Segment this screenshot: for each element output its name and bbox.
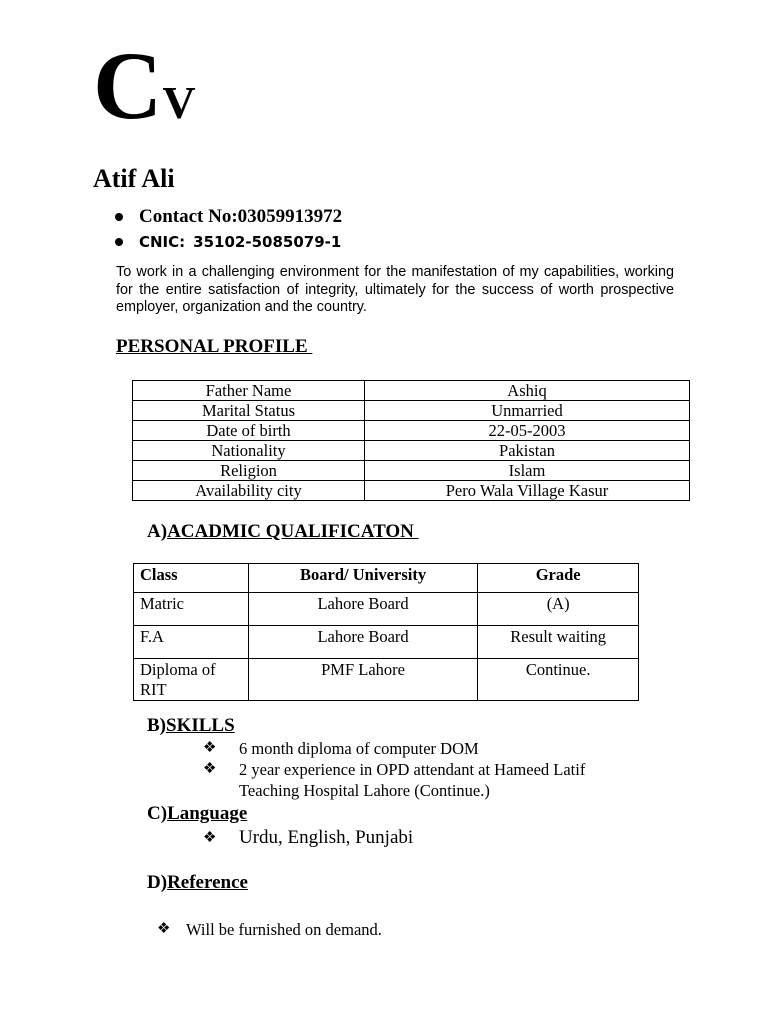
- reference-heading: [147, 872, 248, 894]
- profile-value: Islam: [365, 461, 690, 481]
- language-list: [203, 826, 643, 850]
- profile-value: 22-05-2003: [365, 421, 690, 441]
- section-prefix: D): [147, 872, 168, 893]
- cv-title-c: C: [93, 32, 163, 139]
- table-row: [133, 421, 690, 441]
- four-diamond-bullet-icon: ❖: [203, 830, 217, 846]
- profile-value: Pero Wala Village Kasur: [365, 481, 690, 501]
- language-heading: [147, 803, 247, 825]
- skills-list: [203, 738, 643, 801]
- career-objective: To work in a challenging environment for the manifestation of my capabilities, working for the entire satisfaction of integrity, ultimately for the success of worth prospective employer, organization and the country.: [116, 264, 674, 315]
- personal-profile-heading-text: PERSONAL PROFILE: [116, 336, 313, 357]
- contact-line: [115, 206, 342, 228]
- board-cell: Lahore Board: [248, 626, 477, 659]
- reference-text: Will be furnished on demand.: [186, 920, 382, 939]
- skill-text: 6 month diploma of computer DOM: [239, 739, 479, 758]
- board-cell: PMF Lahore: [248, 659, 477, 701]
- class-cell: Matric: [134, 593, 249, 626]
- personal-profile-heading: [116, 336, 312, 358]
- section-prefix: A): [147, 521, 168, 542]
- grade-cell: Continue.: [478, 659, 639, 701]
- reference-heading-text: Reference: [167, 872, 248, 893]
- bullet-icon: [115, 238, 123, 246]
- profile-value: Unmarried: [365, 401, 690, 421]
- cv-title: [93, 32, 196, 139]
- column-header-class: Class: [134, 564, 249, 593]
- table-row: [133, 481, 690, 501]
- profile-label: Date of birth: [133, 421, 365, 441]
- section-prefix: B): [147, 715, 166, 736]
- section-prefix: C): [147, 803, 168, 824]
- table-header-row: [134, 564, 639, 593]
- class-cell: Diploma of RIT: [134, 659, 249, 701]
- board-cell: Lahore Board: [248, 593, 477, 626]
- language-heading-text: Language: [167, 803, 248, 824]
- table-row: [133, 441, 690, 461]
- academic-table: [133, 563, 639, 701]
- class-cell: F.A: [134, 626, 249, 659]
- grade-cell: (A): [478, 593, 639, 626]
- table-row: [134, 659, 639, 701]
- column-header-grade: Grade: [478, 564, 639, 593]
- academic-heading: [147, 521, 419, 543]
- list-item: [203, 826, 643, 850]
- grade-cell: Result waiting: [478, 626, 639, 659]
- profile-value: Ashiq: [365, 381, 690, 401]
- cnic-label: CNIC:: [139, 233, 186, 251]
- cnic-value: 35102-5085079-1: [193, 233, 342, 251]
- four-diamond-bullet-icon: ❖: [203, 761, 217, 777]
- academic-heading-text: ACADMIC QUALIFICATON: [167, 521, 419, 542]
- bullet-icon: [115, 213, 123, 221]
- table-row: [133, 461, 690, 481]
- table-row: [133, 401, 690, 421]
- cnic-line: [115, 233, 341, 251]
- profile-label: Father Name: [133, 381, 365, 401]
- profile-label: Marital Status: [133, 401, 365, 421]
- table-row: [134, 593, 639, 626]
- skill-text: 2 year experience in OPD attendant at Hameed Latif Teaching Hospital Lahore (Continue.): [239, 760, 586, 800]
- skills-heading-text: SKILLS: [166, 715, 235, 736]
- table-row: [133, 381, 690, 401]
- profile-label: Religion: [133, 461, 365, 481]
- cv-title-v: V: [162, 77, 196, 128]
- profile-label: Availability city: [133, 481, 365, 501]
- profile-value: Pakistan: [365, 441, 690, 461]
- four-diamond-bullet-icon: ❖: [157, 921, 171, 937]
- list-item: [203, 738, 643, 759]
- personal-profile-table: [132, 380, 690, 501]
- list-item: [203, 759, 643, 801]
- language-text: Urdu, English, Punjabi: [239, 827, 414, 848]
- column-header-board: Board/ University: [248, 564, 477, 593]
- list-item: [157, 919, 382, 940]
- profile-label: Nationality: [133, 441, 365, 461]
- skills-heading: [147, 715, 235, 737]
- candidate-name: Atif Ali: [93, 164, 175, 193]
- table-row: [134, 626, 639, 659]
- four-diamond-bullet-icon: ❖: [203, 740, 217, 756]
- reference-list: [157, 919, 382, 940]
- contact-number: Contact No:03059913972: [139, 206, 343, 227]
